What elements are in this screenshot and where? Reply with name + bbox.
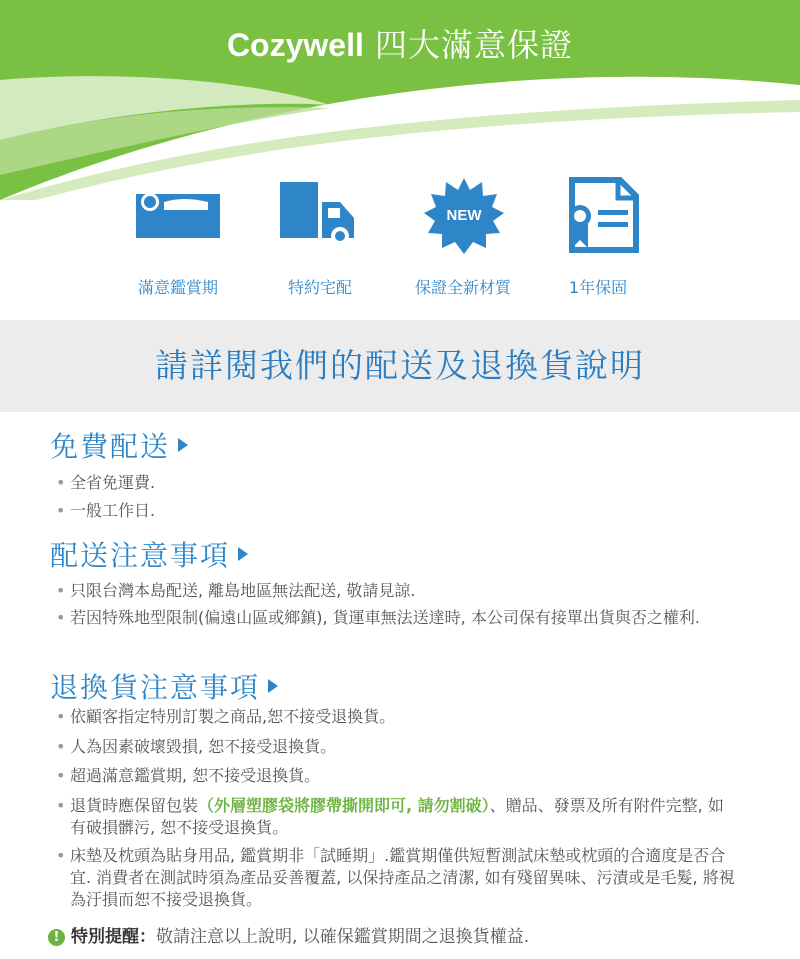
feature-label: 滿意鑑賞期 bbox=[137, 278, 218, 297]
arrow-right-icon bbox=[178, 438, 188, 452]
feature-icons bbox=[0, 176, 800, 256]
section-title-return-notes: 退換貨注意事項 bbox=[50, 666, 278, 706]
list-item: • 超過滿意鑑賞期, 恕不接受退換貨。 bbox=[56, 766, 321, 785]
notice-banner: 請詳閱我們的配送及退換貨說明 bbox=[0, 320, 800, 412]
reminder-text: 敬請注意以上說明, 以確保鑑賞期間之退換貨權益. bbox=[156, 927, 530, 947]
feature-label: 特約宅配 bbox=[287, 278, 352, 297]
arrow-right-icon bbox=[268, 679, 278, 693]
packaging-highlight: （外層塑膠袋將膠帶撕開即可, 請勿割破） bbox=[198, 796, 490, 815]
list-item: • 全省免運費. bbox=[56, 473, 156, 492]
list-item: • 退貨時應保留包裝（外層塑膠袋將膠帶撕開即可, 請勿割破）、贈品、發票及所有附件完整, 如有破損髒污, 恕不接受退換貨。 bbox=[56, 796, 724, 837]
truck-icon bbox=[278, 176, 374, 256]
feature-label: 保證全新材質 bbox=[414, 278, 511, 297]
new-badge-text: NEW bbox=[446, 207, 482, 224]
exclamation-icon: ! bbox=[48, 929, 65, 946]
feature-labels bbox=[0, 275, 800, 299]
bed-icon bbox=[130, 176, 226, 256]
list-item: • 依顧客指定特別訂製之商品,恕不接受退換貨。 bbox=[56, 707, 396, 726]
special-reminder bbox=[48, 922, 529, 947]
list-item: • 只限台灣本島配送, 離島地區無法配送, 敬請見諒. bbox=[56, 581, 416, 600]
feature-label: 1年保固 bbox=[568, 278, 628, 297]
list-item: • 人為因素破壞毀損, 恕不接受退換貨。 bbox=[56, 737, 337, 756]
reminder-label: 特別提醒： bbox=[71, 927, 156, 947]
list-item: • 一般工作日. bbox=[56, 501, 156, 520]
guarantee-title: 四大滿意保證 bbox=[375, 26, 574, 64]
brand-logo: Cozywell bbox=[226, 27, 364, 63]
list-item: • 床墊及枕頭為貼身用品, 鑑賞期非「試睡期」.鑑賞期僅供短暫測試床墊或枕頭的合適度是否合宜. 消費者在測試時須為產品妥善覆蓋, 以保持產品之清潔, 如有殘留異味、污漬或是毛髮, 將視為汙損而恕不接受退換貨。 bbox=[56, 846, 735, 909]
arrow-right-icon bbox=[238, 547, 248, 561]
section-title-shipping-notes: 配送注意事項 bbox=[50, 534, 248, 574]
new-badge-icon bbox=[424, 176, 520, 256]
banner-title bbox=[0, 20, 800, 66]
section-title-free-shipping: 免費配送 bbox=[50, 425, 188, 465]
warranty-certificate-icon bbox=[560, 176, 656, 256]
list-item: • 若因特殊地型限制(偏遠山區或鄉鎮), 貨運車無法送達時, 本公司保有接單出貨與否之權利. bbox=[56, 608, 700, 627]
